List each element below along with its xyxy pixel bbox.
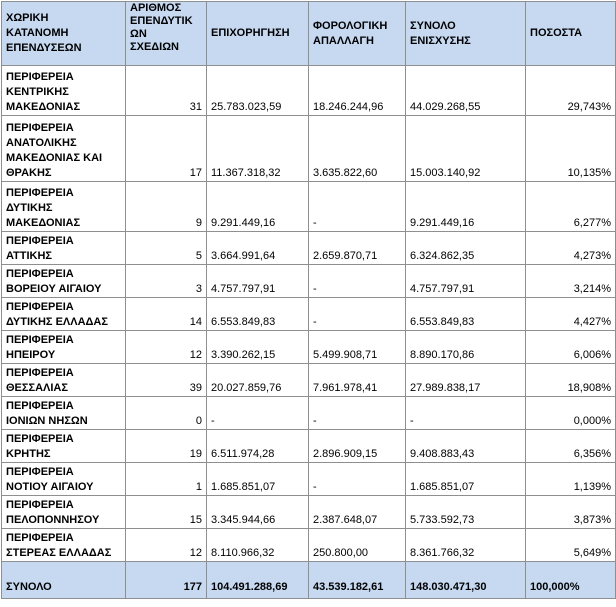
total-support-cell: 6.553.849,83 (406, 298, 526, 331)
plans-cell: 12 (126, 529, 207, 562)
table-row (2, 430, 616, 463)
total-support-cell: 4.757.797,91 (406, 265, 526, 298)
plans-cell: 5 (126, 232, 207, 265)
tax-cell: 2.387.648,07 (309, 496, 406, 529)
percentage-cell: 10,135% (526, 116, 616, 182)
total-support: 148.030.471,30 (406, 562, 526, 599)
percentage-cell: 3,214% (526, 265, 616, 298)
region-cell: ΠΕΡΙΦΕΡΕΙΑ ΔΥΤΙΚΗΣ ΜΑΚΕΔΟΝΙΑΣ (2, 182, 126, 232)
tax-cell: 7.961.978,41 (309, 364, 406, 397)
grant-cell: 11.367.318,32 (207, 116, 309, 182)
tax-cell: - (309, 298, 406, 331)
table-row (2, 463, 616, 496)
region-cell: ΠΕΡΙΦΕΡΕΙΑ ΒΟΡΕΙΟΥ ΑΙΓΑΙΟΥ (2, 265, 126, 298)
region-cell: ΠΕΡΙΦΕΡΕΙΑ ΝΟΤΙΟΥ ΑΙΓΑΙΟΥ (2, 463, 126, 496)
plans-cell: 3 (126, 265, 207, 298)
header-percentage: ΠΟΣΟΣΤΑ (526, 2, 616, 66)
total-row (2, 562, 616, 599)
region-cell: ΠΕΡΙΦΕΡΕΙΑ ΚΡΗΤΗΣ (2, 430, 126, 463)
plans-cell: 0 (126, 397, 207, 430)
total-support-cell: 6.324.862,35 (406, 232, 526, 265)
percentage-cell: 6,006% (526, 331, 616, 364)
total-support-cell: 1.685.851,07 (406, 463, 526, 496)
tax-cell: - (309, 463, 406, 496)
percentage-cell: 18,908% (526, 364, 616, 397)
table-row (2, 331, 616, 364)
total-support-cell: 15.003.140,92 (406, 116, 526, 182)
grant-cell: - (207, 397, 309, 430)
grant-cell: 9.291.449,16 (207, 182, 309, 232)
percentage-cell: 29,743% (526, 66, 616, 116)
region-cell: ΠΕΡΙΦΕΡΕΙΑ ΑΤΤΙΚΗΣ (2, 232, 126, 265)
grant-cell: 20.027.859,76 (207, 364, 309, 397)
total-support-cell: - (406, 397, 526, 430)
plans-cell: 31 (126, 66, 207, 116)
header-plans-count: ΑΡΙΘΜΟΣ ΕΠΕΝΔΥΤΙΚ ΩΝ ΣΧΕΔΙΩΝ (126, 2, 207, 66)
table-row (2, 232, 616, 265)
region-cell: ΠΕΡΙΦΕΡΕΙΑ ΚΕΝΤΡΙΚΗΣ ΜΑΚΕΔΟΝΙΑΣ (2, 66, 126, 116)
grant-cell: 3.390.262,15 (207, 331, 309, 364)
header-tax-exemption: ΦΟΡΟΛΟΓΙΚΗ ΑΠΑΛΛΑΓΗ (309, 2, 406, 66)
total-support-cell: 8.361.766,32 (406, 529, 526, 562)
grant-cell: 6.553.849,83 (207, 298, 309, 331)
table-row (2, 182, 616, 232)
investment-distribution-table (1, 1, 616, 599)
header-grant: ΕΠΙΧΟΡΗΓΗΣΗ (207, 2, 309, 66)
percentage-cell: 6,277% (526, 182, 616, 232)
region-cell: ΠΕΡΙΦΕΡΕΙΑ ΠΕΛΟΠΟΝΝΗΣΟΥ (2, 496, 126, 529)
tax-cell: 5.499.908,71 (309, 331, 406, 364)
plans-cell: 9 (126, 182, 207, 232)
header-total-support: ΣΥΝΟΛΟ ΕΝΙΣΧΥΣΗΣ (406, 2, 526, 66)
grant-cell: 3.664.991,64 (207, 232, 309, 265)
total-support-cell: 8.890.170,86 (406, 331, 526, 364)
grant-cell: 6.511.974,28 (207, 430, 309, 463)
region-cell: ΠΕΡΙΦΕΡΕΙΑ ΔΥΤΙΚΗΣ ΕΛΛΑΔΑΣ (2, 298, 126, 331)
percentage-cell: 5,649% (526, 529, 616, 562)
region-cell: ΠΕΡΙΦΕΡΕΙΑ ΗΠΕΙΡΟΥ (2, 331, 126, 364)
grant-cell: 8.110.966,32 (207, 529, 309, 562)
table-body (2, 66, 616, 562)
tax-cell: - (309, 265, 406, 298)
tax-cell: 3.635.822,60 (309, 116, 406, 182)
total-grant: 104.491.288,69 (207, 562, 309, 599)
table-row (2, 496, 616, 529)
total-plans: 177 (126, 562, 207, 599)
percentage-cell: 6,356% (526, 430, 616, 463)
plans-cell: 12 (126, 331, 207, 364)
total-percentage: 100,000% (526, 562, 616, 599)
total-support-cell: 9.291.449,16 (406, 182, 526, 232)
table-row (2, 364, 616, 397)
grant-cell: 4.757.797,91 (207, 265, 309, 298)
tax-cell: 18.246.244,96 (309, 66, 406, 116)
tax-cell: - (309, 182, 406, 232)
plans-cell: 19 (126, 430, 207, 463)
plans-cell: 1 (126, 463, 207, 496)
header-region: ΧΩΡΙΚΗ ΚΑΤΑΝΟΜΗ ΕΠΕΝΔΥΣΕΩΝ (2, 2, 126, 66)
plans-cell: 15 (126, 496, 207, 529)
percentage-cell: 3,873% (526, 496, 616, 529)
percentage-cell: 4,273% (526, 232, 616, 265)
table-footer (2, 562, 616, 599)
grant-cell: 25.783.023,59 (207, 66, 309, 116)
total-support-cell: 44.029.268,55 (406, 66, 526, 116)
region-cell: ΠΕΡΙΦΕΡΕΙΑ ΘΕΣΣΑΛΙΑΣ (2, 364, 126, 397)
total-support-cell: 27.989.838,17 (406, 364, 526, 397)
total-tax: 43.539.182,61 (309, 562, 406, 599)
plans-cell: 17 (126, 116, 207, 182)
region-cell: ΠΕΡΙΦΕΡΕΙΑ ΙΟΝΙΩΝ ΝΗΣΩΝ (2, 397, 126, 430)
total-support-cell: 5.733.592,73 (406, 496, 526, 529)
percentage-cell: 1,139% (526, 463, 616, 496)
percentage-cell: 4,427% (526, 298, 616, 331)
plans-cell: 39 (126, 364, 207, 397)
tax-cell: - (309, 397, 406, 430)
table-row (2, 529, 616, 562)
region-cell: ΠΕΡΙΦΕΡΕΙΑ ΑΝΑΤΟΛΙΚΗΣ ΜΑΚΕΔΟΝΙΑΣ ΚΑΙ ΘΡΑΚΗΣ (2, 116, 126, 182)
total-label: ΣΥΝΟΛΟ (2, 562, 126, 599)
total-support-cell: 9.408.883,43 (406, 430, 526, 463)
percentage-cell: 0,000% (526, 397, 616, 430)
tax-cell: 250.800,00 (309, 529, 406, 562)
region-cell: ΠΕΡΙΦΕΡΕΙΑ ΣΤΕΡΕΑΣ ΕΛΛΑΔΑΣ (2, 529, 126, 562)
plans-cell: 14 (126, 298, 207, 331)
table-row (2, 397, 616, 430)
tax-cell: 2.659.870,71 (309, 232, 406, 265)
grant-cell: 1.685.851,07 (207, 463, 309, 496)
table-row (2, 116, 616, 182)
table-row (2, 265, 616, 298)
table-row (2, 66, 616, 116)
header-row (2, 2, 616, 66)
table-header (2, 2, 616, 66)
grant-cell: 3.345.944,66 (207, 496, 309, 529)
table-row (2, 298, 616, 331)
tax-cell: 2.896.909,15 (309, 430, 406, 463)
